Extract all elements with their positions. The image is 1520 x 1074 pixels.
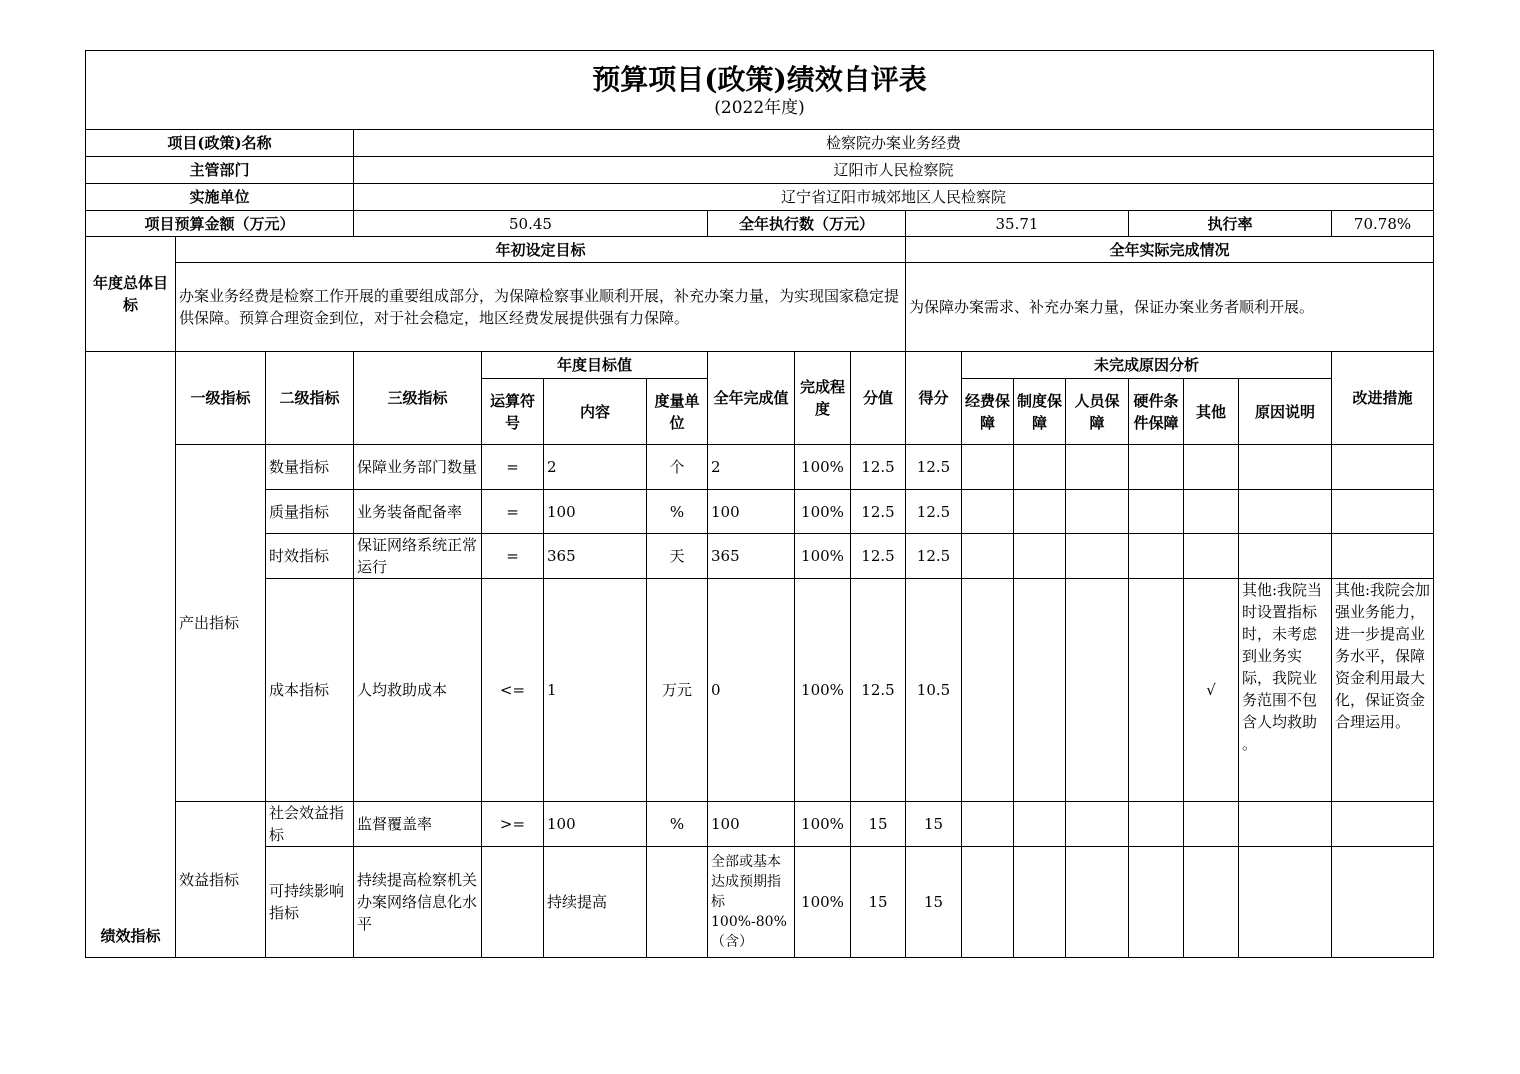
header-content: 内容: [544, 379, 647, 445]
row-degree: 100%: [795, 534, 851, 579]
header-score: 分值: [851, 352, 906, 445]
row-improve: 其他:我院会加强业务能力，进一步提高业务水平，保障资金利用最大化，保证资金合理运用。: [1332, 579, 1434, 802]
row-content: 100: [544, 802, 647, 847]
row-level2: 社会效益指标: [266, 802, 354, 847]
perf-indicator-label: 绩效指标: [86, 352, 176, 958]
row-content: 100: [544, 490, 647, 534]
row-reason-fund: [962, 490, 1014, 534]
row-actual: 0: [708, 579, 795, 802]
initial-goal-text: 办案业务经费是检察工作开展的重要组成部分，为保障检察事业顺利开展，补充办案力量，为实现国家稳定提供保障。预算合理资金到位，对于社会稳定，地区经费发展提供强有力保障。: [176, 263, 906, 352]
row-actual: 全部或基本达成预期指标100%-80%（含）: [708, 847, 795, 958]
row-score: 15: [851, 802, 906, 847]
header-level1: 一级指标: [176, 352, 266, 445]
row-reason-system: [1014, 445, 1066, 490]
row-got: 15: [906, 847, 962, 958]
row-reason-staff: [1066, 802, 1129, 847]
row-reason-staff: [1066, 579, 1129, 802]
row-operator: =: [482, 490, 544, 534]
header-reason-other: 其他: [1184, 379, 1239, 445]
header-target: 年度目标值: [482, 352, 708, 379]
page-subtitle: (2022年度): [714, 98, 805, 118]
table-row: [86, 445, 1434, 490]
row-reason-fund: [962, 534, 1014, 579]
row-reason-fund: [962, 445, 1014, 490]
row-score: 12.5: [851, 579, 906, 802]
row-level2: 数量指标: [266, 445, 354, 490]
row-degree: 100%: [795, 490, 851, 534]
row-reason-hardware: [1129, 847, 1184, 958]
row-content: 365: [544, 534, 647, 579]
row-reason-system: [1014, 579, 1066, 802]
row-reason-other: [1184, 802, 1239, 847]
row-reason-other: [1184, 445, 1239, 490]
executed-label: 全年执行数（万元）: [708, 211, 906, 237]
row-reason-staff: [1066, 445, 1129, 490]
group-benefit: 效益指标: [176, 802, 266, 958]
row-unit: %: [647, 490, 708, 534]
row-actual: 2: [708, 445, 795, 490]
rate-value: 70.78%: [1332, 211, 1434, 237]
row-degree: 100%: [795, 802, 851, 847]
row-level2: 成本指标: [266, 579, 354, 802]
row-level3: 人均救助成本: [354, 579, 482, 802]
row-reason-system: [1014, 490, 1066, 534]
dept-value: 辽阳市人民检察院: [354, 157, 1434, 184]
row-reason-system: [1014, 802, 1066, 847]
row-content: 持续提高: [544, 847, 647, 958]
row-actual: 100: [708, 490, 795, 534]
row-degree: 100%: [795, 445, 851, 490]
header-reasons: 未完成原因分析: [962, 352, 1332, 379]
row-reason-desc: [1239, 534, 1332, 579]
header-reason-fund: 经费保障: [962, 379, 1014, 445]
row-unit: %: [647, 802, 708, 847]
row-got: 12.5: [906, 534, 962, 579]
row-score: 12.5: [851, 445, 906, 490]
table-row: [86, 579, 1434, 802]
dept-label: 主管部门: [86, 157, 354, 184]
row-reason-hardware: [1129, 802, 1184, 847]
actual-goal-header: 全年实际完成情况: [906, 237, 1434, 263]
row-score: 12.5: [851, 534, 906, 579]
row-score: 15: [851, 847, 906, 958]
row-got: 15: [906, 802, 962, 847]
performance-evaluation-table: [85, 50, 1434, 958]
row-level3: 监督覆盖率: [354, 802, 482, 847]
header-degree: 完成程度: [795, 352, 851, 445]
executed-value: 35.71: [906, 211, 1129, 237]
header-operator: 运算符号: [482, 379, 544, 445]
row-reason-other: √: [1184, 579, 1239, 802]
row-level2: 质量指标: [266, 490, 354, 534]
row-reason-hardware: [1129, 445, 1184, 490]
unit-value: 辽宁省辽阳市城郊地区人民检察院: [354, 184, 1434, 211]
rate-label: 执行率: [1129, 211, 1332, 237]
row-reason-system: [1014, 534, 1066, 579]
table-row: [86, 534, 1434, 579]
row-got: 12.5: [906, 445, 962, 490]
row-improve: [1332, 534, 1434, 579]
row-unit: [647, 847, 708, 958]
table-row: [86, 847, 1434, 958]
header-reason-hardware: 硬件条件保障: [1129, 379, 1184, 445]
row-reason-fund: [962, 847, 1014, 958]
header-unit: 度量单位: [647, 379, 708, 445]
row-reason-desc: [1239, 490, 1332, 534]
row-improve: [1332, 445, 1434, 490]
row-unit: 个: [647, 445, 708, 490]
row-improve: [1332, 847, 1434, 958]
row-level3: 业务装备配备率: [354, 490, 482, 534]
header-got: 得分: [906, 352, 962, 445]
row-reason-system: [1014, 847, 1066, 958]
table-row: [86, 802, 1434, 847]
row-reason-staff: [1066, 534, 1129, 579]
row-level3: 保证网络系统正常运行: [354, 534, 482, 579]
header-improve: 改进措施: [1332, 352, 1434, 445]
header-level2: 二级指标: [266, 352, 354, 445]
project-name-value: 检察院办案业务经费: [354, 130, 1434, 157]
row-reason-staff: [1066, 490, 1129, 534]
row-improve: [1332, 490, 1434, 534]
project-name-label: 项目(政策)名称: [86, 130, 354, 157]
row-operator: [482, 847, 544, 958]
row-content: 1: [544, 579, 647, 802]
row-reason-hardware: [1129, 579, 1184, 802]
header-actual: 全年完成值: [708, 352, 795, 445]
group-output: 产出指标: [176, 445, 266, 802]
row-reason-desc: [1239, 802, 1332, 847]
row-got: 10.5: [906, 579, 962, 802]
row-unit: 万元: [647, 579, 708, 802]
row-operator: =: [482, 445, 544, 490]
header-reason-staff: 人员保障: [1066, 379, 1129, 445]
annual-goal-label: 年度总体目标: [86, 237, 176, 352]
row-actual: 100: [708, 802, 795, 847]
row-reason-other: [1184, 534, 1239, 579]
row-level2: 时效指标: [266, 534, 354, 579]
row-reason-staff: [1066, 847, 1129, 958]
budget-value: 50.45: [354, 211, 708, 237]
row-operator: =: [482, 534, 544, 579]
row-score: 12.5: [851, 490, 906, 534]
budget-label: 项目预算金额（万元）: [86, 211, 354, 237]
row-degree: 100%: [795, 579, 851, 802]
row-reason-desc: [1239, 445, 1332, 490]
row-reason-other: [1184, 847, 1239, 958]
title-cell: [86, 51, 1434, 130]
initial-goal-header: 年初设定目标: [176, 237, 906, 263]
row-operator: >=: [482, 802, 544, 847]
row-level2: 可持续影响指标: [266, 847, 354, 958]
row-actual: 365: [708, 534, 795, 579]
unit-label: 实施单位: [86, 184, 354, 211]
table-row: [86, 490, 1434, 534]
row-level3: 持续提高检察机关办案网络信息化水平: [354, 847, 482, 958]
row-reason-other: [1184, 490, 1239, 534]
row-content: 2: [544, 445, 647, 490]
row-level3: 保障业务部门数量: [354, 445, 482, 490]
row-degree: 100%: [795, 847, 851, 958]
row-unit: 天: [647, 534, 708, 579]
row-improve: [1332, 802, 1434, 847]
row-reason-desc: [1239, 847, 1332, 958]
row-got: 12.5: [906, 490, 962, 534]
page-title: 预算项目(政策)绩效自评表: [592, 63, 927, 96]
actual-goal-text: 为保障办案需求、补充办案力量，保证办案业务者顺利开展。: [906, 263, 1434, 352]
row-reason-fund: [962, 802, 1014, 847]
row-reason-desc: 其他:我院当时设置指标时，未考虑到业务实际，我院业务范围不包含人均救助 。: [1239, 579, 1332, 802]
row-reason-hardware: [1129, 534, 1184, 579]
header-reason-system: 制度保障: [1014, 379, 1066, 445]
row-reason-fund: [962, 579, 1014, 802]
row-reason-hardware: [1129, 490, 1184, 534]
header-reason-desc: 原因说明: [1239, 379, 1332, 445]
row-operator: <=: [482, 579, 544, 802]
header-level3: 三级指标: [354, 352, 482, 445]
